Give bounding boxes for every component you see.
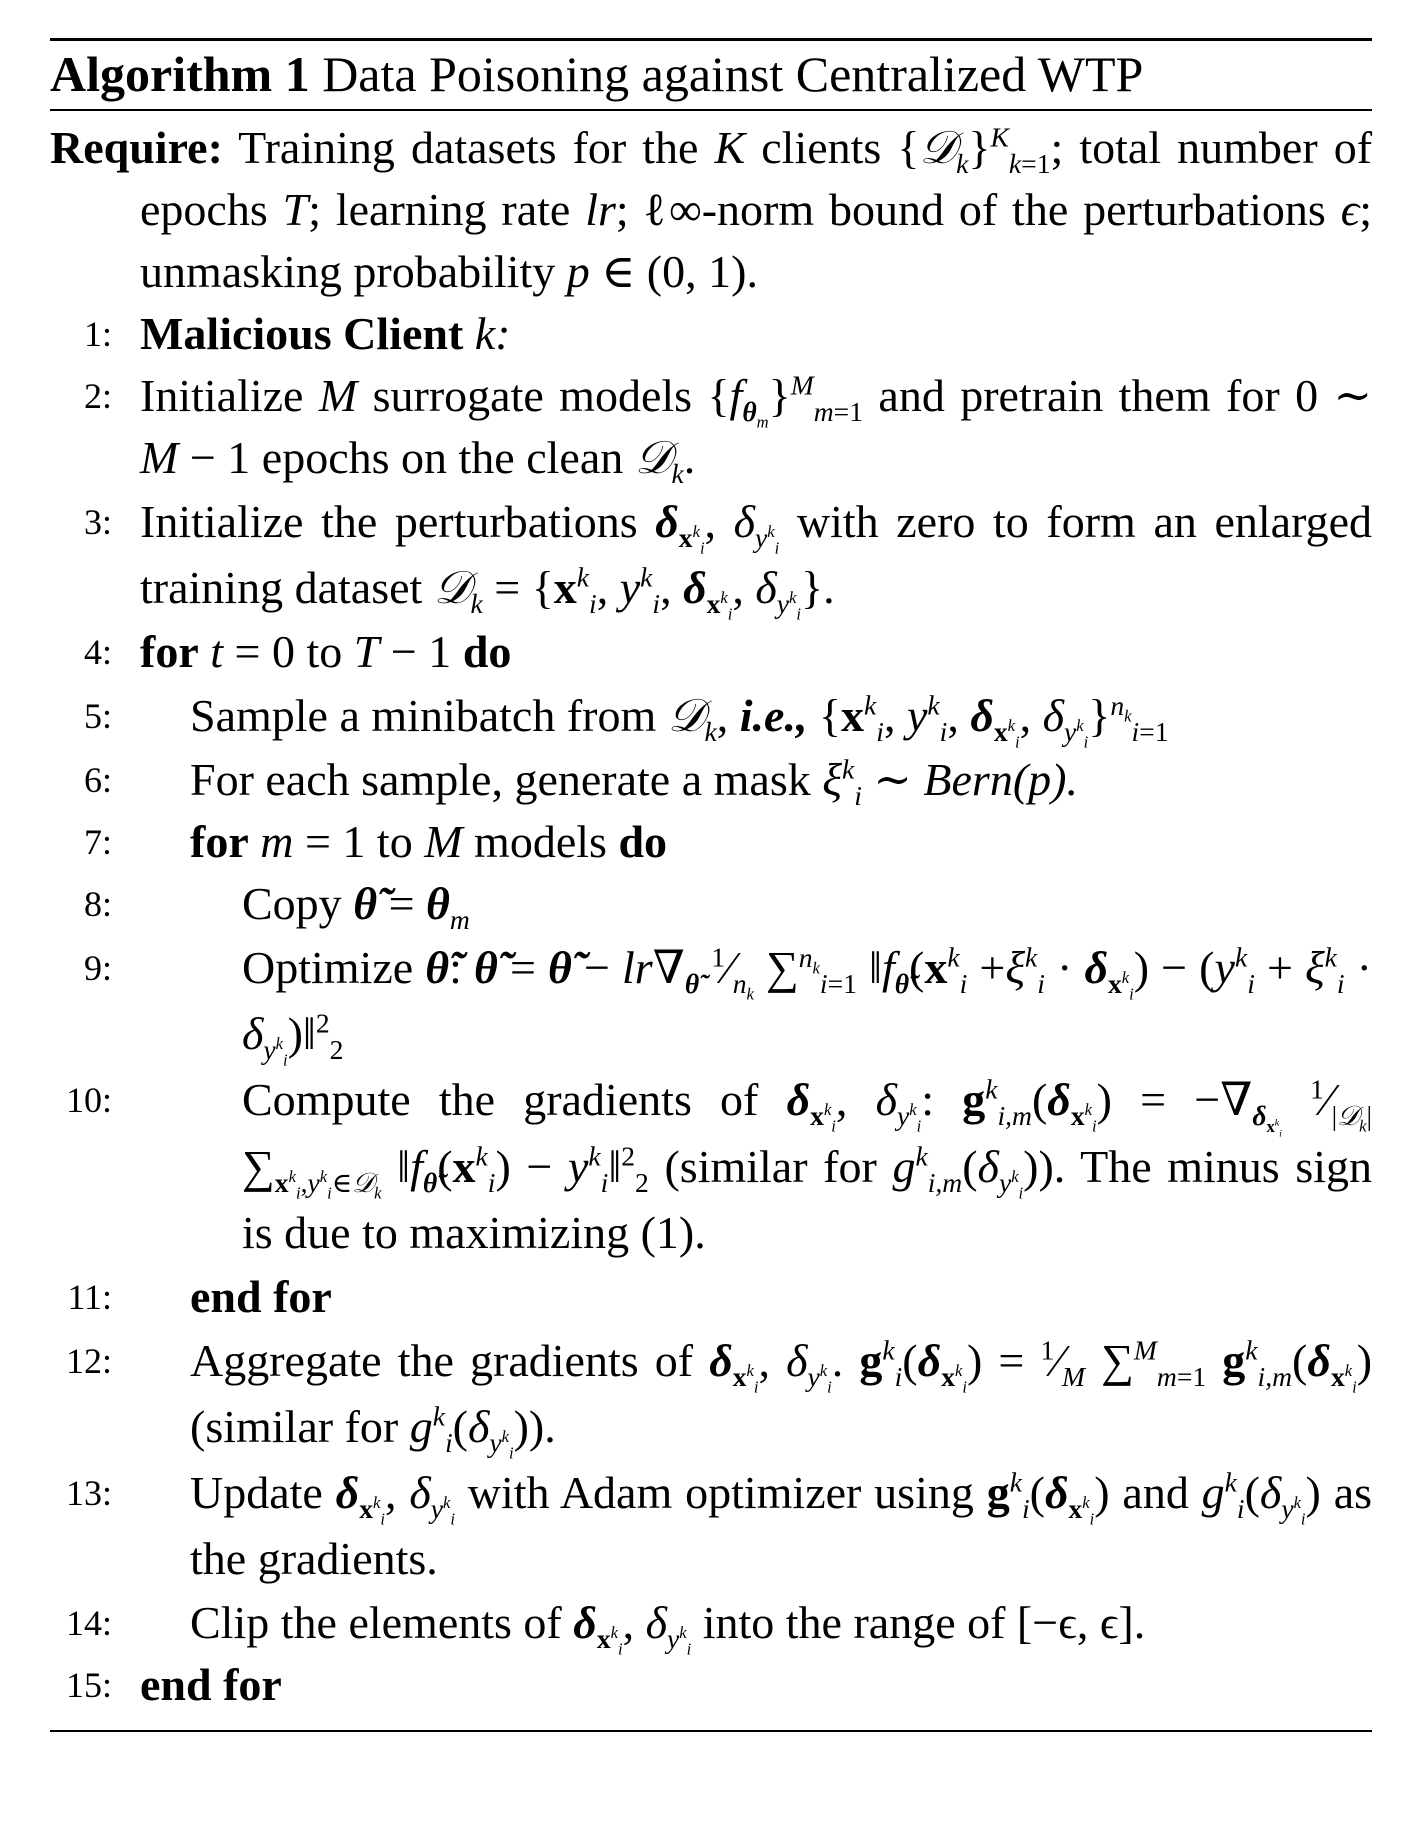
line-number: 11: bbox=[67, 1277, 112, 1318]
algorithm-line: 2: Initialize M surrogate models $\{f_{\theta_m}\}^M_{m=1}$ and pretrain them for 0 ∼ M − 1 epochs on the clean 𝒟$_k$. bbox=[50, 365, 1372, 489]
require-label: Require: bbox=[50, 122, 223, 173]
line-number: 5: bbox=[83, 696, 112, 736]
line-text: Sample a minibatch from bbox=[190, 690, 657, 741]
line-text: = 0 to bbox=[234, 626, 343, 677]
line-number: 12: bbox=[65, 1341, 112, 1382]
keyword: end for bbox=[190, 1271, 332, 1323]
algorithm-line: 6: For each sample, generate a mask $\xi^k_i$ ∼ Bern(p). bbox=[50, 749, 1372, 811]
keyword: for bbox=[140, 626, 199, 677]
line-number: 10: bbox=[65, 1080, 112, 1120]
require-block: Require: Training datasets for the K clients {𝒟$_k$}$^K_{k=1}$; total number of epochs T; learning rate lr; ℓ∞-norm bound of the perturbations ϵ; unmasking probability p ∈ (0, 1). bbox=[50, 121, 1373, 297]
keyword: Malicious Client bbox=[140, 308, 464, 359]
algorithm-label: Algorithm 1 bbox=[50, 46, 310, 102]
require-text: clients bbox=[761, 122, 882, 173]
line-number: 6: bbox=[83, 760, 112, 800]
algorithm-line bbox=[50, 1266, 1372, 1328]
line-text: models bbox=[474, 816, 607, 867]
line-text: k: bbox=[474, 308, 511, 359]
line-text: into the range of [−ϵ, ϵ]. bbox=[702, 1597, 1146, 1649]
algorithm-line: 12: Aggregate the gradients of $\delta_{x^k_i}$, $\delta_{y^k_i}$. $g^k_i(\delta_{x^k_i})$ = $^1⁄_M$ ∑$^M_{m=1}$ $g^k_{i,m}(\delta_{x^k_i})$ (similar for $g^k_i(\delta_{y^k_i})$). bbox=[50, 1328, 1372, 1460]
line-text: (similar for bbox=[190, 1401, 399, 1453]
line-number: 15: bbox=[65, 1665, 112, 1706]
line-text: − 1 epochs on the clean bbox=[189, 432, 624, 483]
require-text: ; learning rate bbox=[308, 184, 571, 235]
keyword: do bbox=[462, 626, 512, 677]
algorithm-line: 5: Sample a minibatch from 𝒟$_k$, i.e., {$x^k_i$, $y^k_i$, $\delta_{x^k_i}$, $\delta_{y^k_i}\}^{n_k}_{i=1}$ bbox=[50, 683, 1372, 749]
algorithm-line: 3: Initialize the perturbations $\delta_{x^k_i}$, $\delta_{y^k_i}$ with zero to form an enlarged training dataset 𝒟$_k$ = {$x^k_i$, $y^k_i$, $\delta_{x^k_i}$, $\delta_{y^k_i}$}. bbox=[50, 489, 1372, 621]
algorithm-line: 14: Clip the elements of $\delta_{x^k_i}$, $\delta_{y^k_i}$ into the range of [−ϵ, ϵ]. bbox=[50, 1592, 1372, 1654]
require-text: ; total number of epochs bbox=[140, 122, 1373, 235]
line-text: = 1 to bbox=[304, 816, 413, 867]
line-text: (similar for bbox=[664, 1141, 877, 1193]
line-text: and pretrain them for 0 ∼ bbox=[878, 370, 1373, 421]
line-text: − 1 bbox=[390, 626, 452, 677]
line-number: 13: bbox=[65, 1473, 112, 1514]
algorithm-line: 13: Update $\delta_{x^k_i}$, $\delta_{y^k_i}$ with Adam optimizer using $g^k_i(\delta_{x^k_i})$ and $g^k_i(\delta_{y^k_i})$ as the gradients. bbox=[50, 1460, 1372, 1592]
algorithm-line: 4: for t = 0 to T − 1 do bbox=[50, 621, 1372, 683]
line-text: Update bbox=[190, 1467, 323, 1519]
line-text: with zero to form an enlarged training dataset bbox=[140, 496, 1372, 613]
line-text: For each sample, generate a mask bbox=[190, 754, 811, 805]
line-text: with Adam optimizer using bbox=[467, 1467, 974, 1519]
line-number: 7: bbox=[83, 822, 112, 862]
algorithm-box bbox=[50, 38, 1372, 1732]
algorithm-line bbox=[50, 303, 1372, 365]
line-text: Initialize the perturbations bbox=[140, 496, 638, 547]
line-text: Optimize bbox=[242, 942, 414, 993]
line-text: as the gradients. bbox=[190, 1467, 1373, 1585]
line-text: ). The minus sign is due to maximizing (1). bbox=[242, 1141, 1373, 1259]
line-text: Clip the elements of bbox=[190, 1597, 562, 1649]
keyword: for bbox=[190, 816, 249, 867]
line-text: Compute the gradients of bbox=[242, 1074, 759, 1125]
keyword: end for bbox=[140, 1659, 282, 1711]
algorithm-title: Data Poisoning against Centralized WTP bbox=[322, 46, 1144, 102]
bottom-rule bbox=[50, 1730, 1372, 1732]
line-number: 14: bbox=[65, 1603, 112, 1644]
algorithm-body bbox=[50, 111, 1372, 1732]
require-text: Training datasets for the bbox=[238, 122, 699, 173]
algorithm-line: 9: Optimize θ̃: θ̃ = θ̃ − $lr\nabla_{\thetã}$ $^1⁄_{n_k}$ ∑$^{n_k}_{i=1}$ $‖f_{\thetã}(x^k_i +\xi^k_i \cdot \delta_{x^k_i}) - (y^k_i + \xi^k_i$ · $\delta_{y^k_i})‖^2_2$ bbox=[50, 935, 1372, 1067]
algorithm-line bbox=[50, 1654, 1372, 1716]
algorithm-title-row bbox=[50, 41, 1372, 111]
algorithm-line: 8: Copy θ̃ = $\theta_m$ bbox=[50, 873, 1372, 935]
line-text: Aggregate the gradients of bbox=[190, 1335, 694, 1387]
algorithm-line: 7: for m = 1 to M models do bbox=[50, 811, 1372, 873]
line-number: 3: bbox=[83, 502, 112, 542]
require-text: ∈ (0, 1). bbox=[601, 246, 758, 297]
line-text: surrogate models bbox=[372, 370, 693, 421]
line-number: 4: bbox=[83, 632, 112, 672]
keyword: do bbox=[618, 816, 668, 867]
line-number: 9: bbox=[83, 948, 112, 988]
line-number: 8: bbox=[83, 884, 112, 924]
line-text: Bern(p). bbox=[923, 754, 1078, 805]
line-number: 2: bbox=[83, 376, 112, 416]
line-text: i.e., bbox=[739, 690, 808, 741]
require-text: ; ℓ∞-norm bound of the perturbations bbox=[615, 184, 1326, 235]
line-text: and bbox=[1122, 1467, 1189, 1519]
require-text: ; unmasking probability bbox=[140, 184, 1372, 297]
line-text: Copy bbox=[242, 878, 342, 929]
line-text: Initialize bbox=[140, 370, 304, 421]
line-number: 1: bbox=[83, 314, 112, 354]
algorithm-line: 10: Compute the gradients of $\delta_{x^k_i}$, $\delta_{y^k_i}$: $g^k_{i,m}(\delta_{x^k_i}) = -\nabla_{\delta_{x^k_i}}$ $^1⁄_{|𝒟_k|}$ $\sum_{x^k_i,y^k_i\in 𝒟_k}$ $‖f_{\thetã}(x^k_i)$ − $y^k_i‖^2_2$ (similar for $g^k_{i,m}(\delta_{y^k_i})$). The minus sign is due to maximizing (1). bbox=[50, 1067, 1372, 1266]
